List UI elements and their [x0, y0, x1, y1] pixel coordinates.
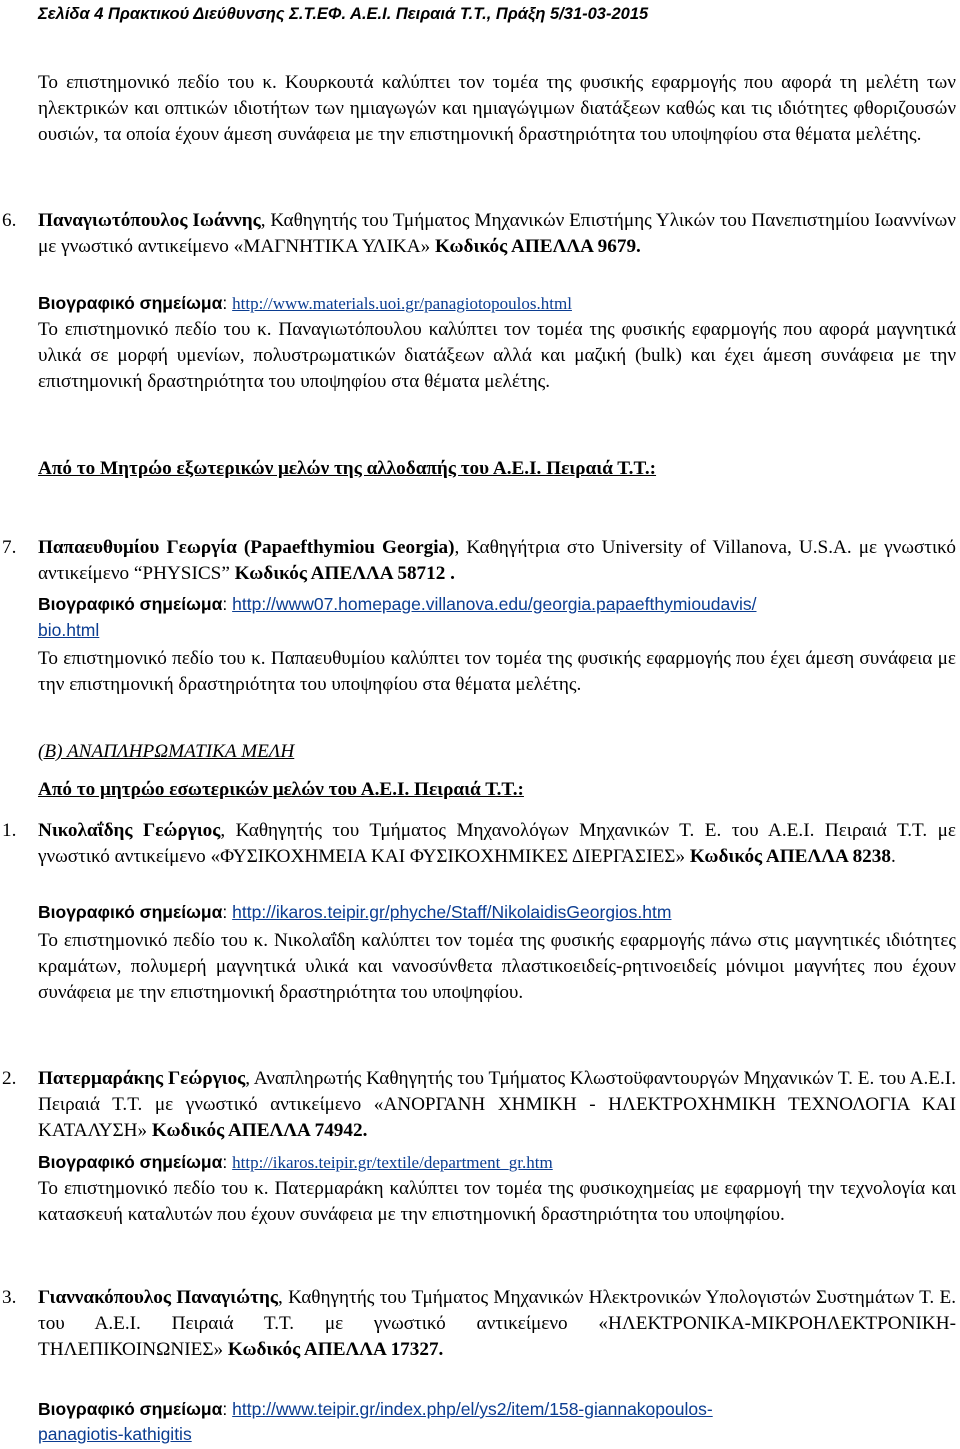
member-name: Νικολαΐδης Γεώργιος	[38, 820, 221, 841]
bio-label: Βιογραφικό σημείωμα	[38, 1152, 223, 1172]
item-number: 3.	[2, 1287, 17, 1308]
bio-label: Βιογραφικό σημείωμα	[38, 594, 223, 614]
bio-link-continued[interactable]: panagiotis-kathigitis	[38, 1424, 192, 1444]
item-number: 2.	[2, 1068, 17, 1089]
bio-line-continued	[38, 1421, 956, 1448]
apella-code: Κωδικός ΑΠΕΛΛΑ 74942.	[151, 1120, 368, 1142]
bio-label-wrap: Βιογραφικό σημείωμα:	[38, 594, 233, 614]
page-header: Σελίδα 4 Πρακτικού Διεύθυνσης Σ.Τ.ΕΦ. Α.Ε.Ι. Πειραιά Τ.Τ., Πράξη 5/31-03-2015	[38, 5, 649, 23]
member-name: Παπαευθυμίου Γεωργία (Papaefthymiou Georgia)	[38, 537, 455, 558]
member-description	[38, 208, 956, 260]
bio-link[interactable]: http://ikaros.teipir.gr/phyche/Staff/NikolaidisGeorgios.htm	[232, 902, 672, 922]
item-number: 1.	[2, 820, 17, 841]
bio-link[interactable]: http://www.teipir.gr/index.php/el/ys2/item/158-giannakopoulos-	[232, 1399, 713, 1419]
member-name: Παναγιωτόπουλος Ιωάννης	[38, 210, 261, 231]
item-number: 7.	[2, 537, 17, 558]
bio-line-continued	[38, 617, 956, 644]
field-paragraph: Το επιστημονικό πεδίο του κ. Πατερμαράκη καλύπτει τον τομέα της φυσικοχημείας με εφαρμογή την τεχνολογία και κατασκευή καταλυτών που έχουν συνάφεια με την επιστημονική δραστηριότητα του υποψηφίου.	[38, 1178, 956, 1226]
bio-link[interactable]: http://www.materials.uoi.gr/panagiotopoulos.html	[232, 294, 572, 313]
member-description	[38, 818, 956, 870]
bio-label: Βιογραφικό σημείωμα	[38, 1399, 223, 1419]
member-role: , Καθηγητής του Τμήματος Μηχανικών Ηλεκτρονικών Υπολογιστών Συστημάτων Τ. Ε. του Α.Ε.Ι. Πειραιά Τ.Τ. με γνωστικό αντικείμενο «ΗΛΕΚΤΡΟΝΙΚΑ-ΜΙΚΡΟΗΛΕΚΤΡΟΝΙΚΗ-ΤΗΛΕΠΙΚΟΙΝΩΝΙΕΣ»	[38, 1287, 957, 1361]
apella-code: Κωδικός ΑΠΕΛΛΑ 8238	[689, 846, 891, 868]
section-title-alternates: (Β) ΑΝΑΠΛΗΡΩΜΑΤΙΚΑ ΜΕΛΗ	[38, 741, 295, 762]
member-role: , Καθηγητής του Τμήματος Μηχανολόγων Μηχανικών Τ. Ε. του Α.Ε.Ι. Πειραιά Τ.Τ. με γνωστικό αντικείμενο «ΦΥΣΙΚΟΧΗΜΕΙΑ ΚΑΙ ΦΥΣΙΚΟΧΗΜΙΚΕΣ ΔΙΕΡΓΑΣΙΕΣ»	[38, 820, 956, 868]
bio-line	[38, 1396, 956, 1423]
bio-label: Βιογραφικό σημείωμα	[38, 902, 223, 922]
member-role: , Καθηγήτρια στο University of Villanova, U.S.A. με γνωστικό αντικείμενο “PHYSICS”	[38, 537, 956, 585]
field-paragraph: Το επιστημονικό πεδίο του κ. Παναγιωτόπουλου καλύπτει τον τομέα της φυσικής εφαρμογής που αφορά μαγνητικά υλικά σε μορφή υμενίων, πολυστρωματικών διατάξεων αλλά και μαζική (bulk) και έχει άμεση συνάφεια με την επιστημονική δραστηριότητα του υποψηφίου στα θέματα μελέτης.	[38, 319, 956, 393]
member-name: Γιαννακόπουλος Παναγιώτης	[38, 1287, 278, 1308]
member-role: , Καθηγητής του Τμήματος Μηχανικών Επιστήμης Υλικών του Πανεπιστημίου Ιωαννίνων με γνωστικό αντικείμενο «ΜΑΓΝΗΤΙΚΑ ΥΛΙΚΑ»	[38, 210, 956, 258]
member-role: , Αναπληρωτής Καθηγητής του Τμήματος Κλωστοϋφαντουργών Μηχανικών Τ. Ε. του Α.Ε.Ι. Πειραιά Τ.Τ. με γνωστικό αντικείμενο «ΑΝΟΡΓΑΝΗ ΧΗΜΙΚΗ - ΗΛΕΚΤΡΟΧΗΜΙΚΗ ΤΕΧΝΟΛΟΓΙΑ ΚΑΙ ΚΑΤΑΛΥΣΗ»	[38, 1068, 956, 1142]
bio-line	[38, 591, 956, 618]
code-end: .	[890, 846, 896, 868]
bio-label-wrap: Βιογραφικό σημείωμα:	[38, 293, 233, 313]
member-description	[38, 1066, 956, 1144]
field-paragraph: Το επιστημονικό πεδίο του κ. Παπαευθυμίου καλύπτει τον τομέα της φυσικής εφαρμογής που έχει άμεση συνάφεια με την επιστημονική δραστηριότητα του υποψηφίου στα θέματα μελέτης.	[38, 648, 956, 696]
field-paragraph: Το επιστημονικό πεδίο του κ. Νικολαΐδη καλύπτει τον τομέα της φυσικής εφαρμογής πάνω στις μαγνητικές ιδιότητες κραμάτων, πολυμερή μαγνητικά υλικά και νανοσύνθετα πλαστικοειδείς-ρητινοειδείς μόνιμοι μαγνήτες που έχουν συνάφεια με την επιστημονική δραστηριότητα του υποψηφίου.	[38, 930, 956, 1004]
section-title-internal: Από το μητρώο εσωτερικών μελών του Α.Ε.Ι. Πειραιά Τ.Τ.:	[38, 779, 524, 800]
intro-paragraph: Το επιστημονικό πεδίο του κ. Κουρκουτά καλύπτει τον τομέα της φυσικής εφαρμογής που αφορά τη μελέτη των ηλεκτρικών και οπτικών ιδιοτήτων των ημιαγωγών και ημιαγώγιμων διατάξεων καθώς και τις ιδιότητες φθοριζουσών ουσιών, τα οποία έχουν άμεση συνάφεια με την επιστημονική δραστηριότητα του υποψηφίου στα θέματα μελέτης.	[38, 72, 956, 146]
bio-line	[38, 1149, 956, 1176]
section-title-external: Από το Μητρώο εξωτερικών μελών της αλλοδαπής του Α.Ε.Ι. Πειραιά Τ.Τ.:	[38, 458, 657, 479]
member-description	[38, 1285, 956, 1363]
bio-link-continued[interactable]: bio.html	[38, 620, 100, 640]
bio-line	[38, 290, 956, 317]
apella-code: Κωδικός ΑΠΕΛΛΑ 58712 .	[234, 563, 455, 585]
bio-label-wrap: Βιογραφικό σημείωμα:	[38, 1152, 233, 1172]
apella-code: Κωδικός ΑΠΕΛΛΑ 9679.	[434, 236, 641, 258]
item-number: 6.	[2, 210, 17, 231]
bio-label-wrap: Βιογραφικό σημείωμα:	[38, 902, 233, 922]
bio-line	[38, 899, 956, 926]
bio-label: Βιογραφικό σημείωμα	[38, 293, 223, 313]
apella-code: Κωδικός ΑΠΕΛΛΑ 17327.	[227, 1339, 444, 1361]
bio-label-wrap: Βιογραφικό σημείωμα:	[38, 1399, 233, 1419]
bio-link[interactable]: http://ikaros.teipir.gr/textile/department_gr.htm	[232, 1153, 553, 1172]
bio-link[interactable]: http://www07.homepage.villanova.edu/georgia.papaefthymioudavis/	[232, 594, 757, 614]
member-name: Πατερμαράκης Γεώργιος	[38, 1068, 246, 1089]
member-description	[38, 535, 956, 587]
